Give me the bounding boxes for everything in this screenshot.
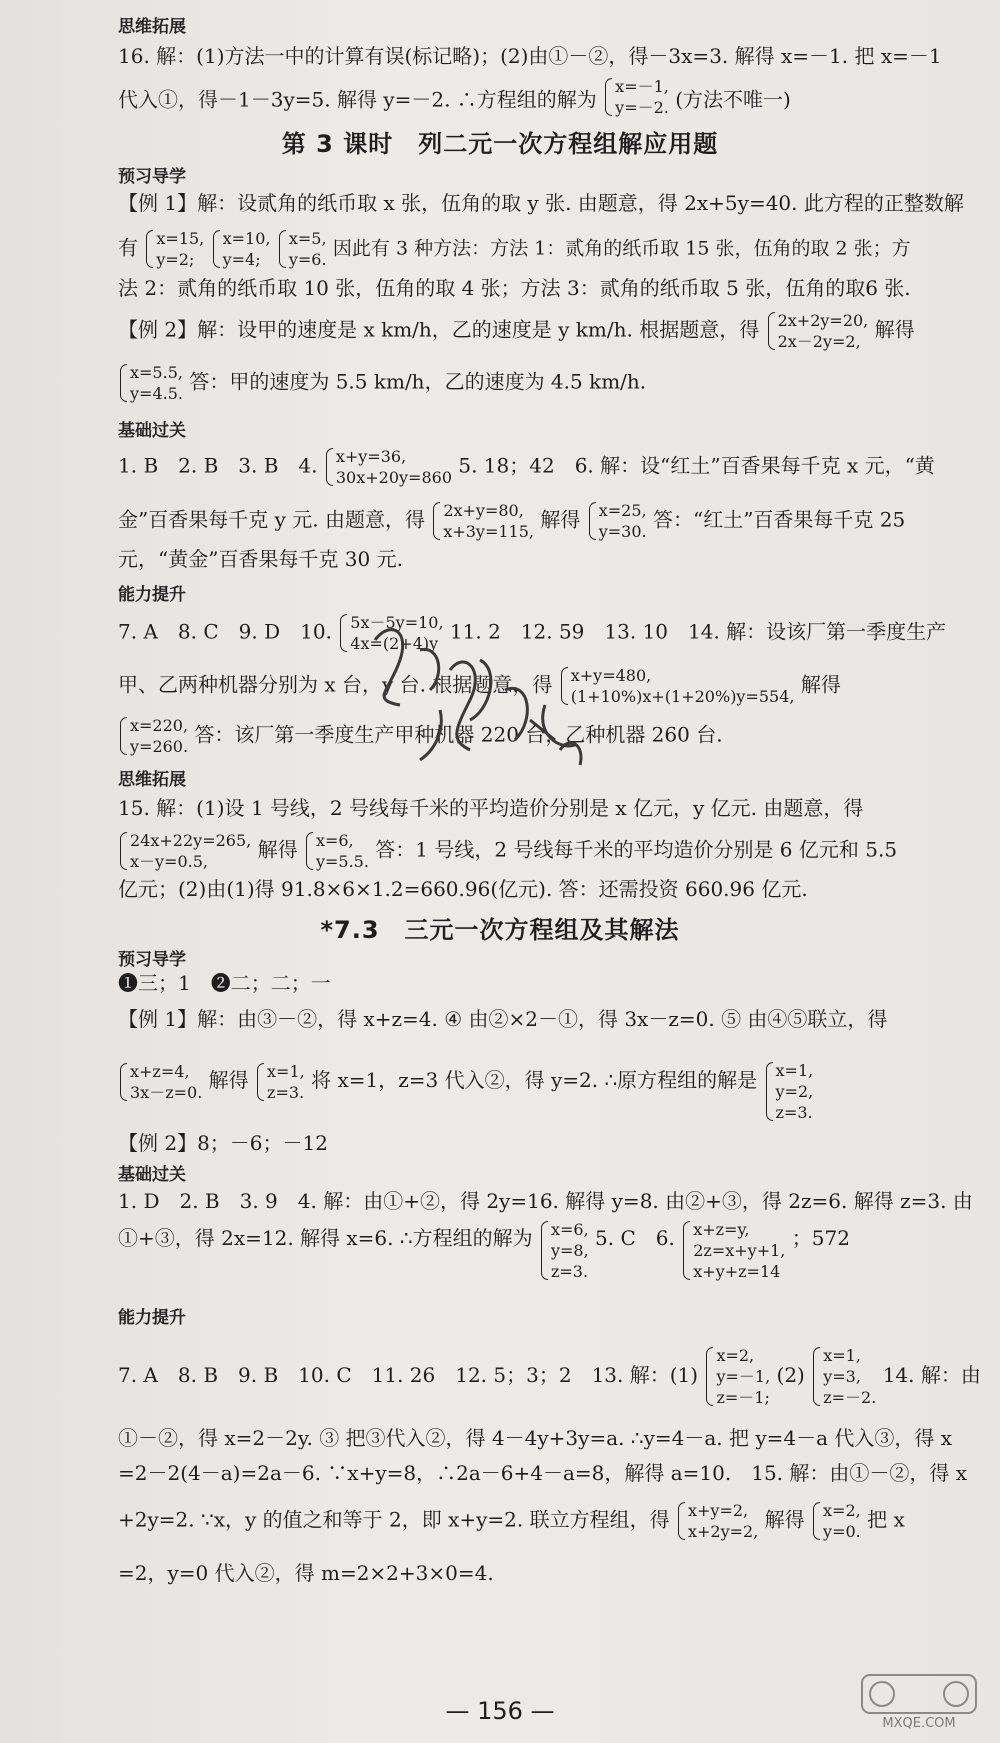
equation-brace: x+y=2, x+2y=2, — [676, 1500, 758, 1542]
page-number: — 156 — — [445, 1697, 555, 1725]
example-1-line3: 法 2：贰角的纸币取 10 张，伍角的取 4 张；方法 3：贰角的纸币取 5 张，伍角的取6 张. — [118, 276, 911, 300]
example-2: 【例 2】8；－6；－12 — [118, 1131, 328, 1155]
section-heading: 能力提升 — [118, 585, 186, 605]
example-1-line2: x+z=4, 3x－z=0. 解得 x=1, z=3. 将 x=1，z=3 代入②，得 y=2. ∴原方程组的解是 x=1, y=2, z=3. — [118, 1050, 908, 1113]
extension-line3: 亿元；(2)由(1)得 91.8×6×1.2=660.96(亿元). 答：还需投资 660.96 亿元. — [118, 877, 808, 901]
section-heading: 思维拓展 — [118, 17, 186, 37]
solution-brace: x=6, y=8, z=3. — [539, 1219, 589, 1282]
ability-line2: 甲、乙两种机器分别为 x 台，y 台. 根据题意，得 x+y=480, (1+10%)x+(1+20%)y=554, 解得 — [118, 666, 841, 706]
solution-brace: x=1, y=3, z=－2. — [811, 1345, 876, 1408]
equation-brace: 2x+2y=20, 2x－2y=2, — [766, 310, 869, 352]
solution-brace: x=25, y=30. — [587, 500, 647, 542]
solution-brace: x=5, y=6. — [277, 228, 327, 270]
example-2-line1: 【例 2】解：设甲的速度是 x km/h，乙的速度是 y km/h. 根据题意，得 2x+2y=20, 2x－2y=2, 解得 — [118, 311, 915, 351]
equation-brace: x+y=36, 30x+20y=860 — [324, 446, 452, 488]
extension-line1: 15. 解：(1)设 1 号线，2 号线每千米的平均造价分别是 x 亿元，y 亿元. 由题意，得 — [118, 796, 864, 820]
example-1-line2: 有 x=15, y=2; x=10, y=4; x=5, y=6. 因此有 3 种方法：方法 1：贰角的纸币取 15 张，伍角的取 2 张；方 — [118, 229, 911, 269]
equation-brace: x+z=4, 3x－z=0. — [118, 1061, 202, 1103]
section-heading: 预习导学 — [118, 167, 186, 187]
ability-line4: +2y=2. ∵x，y 的值之和等于 2，即 x+y=2. 联立方程组，得 x+y=2, x+2y=2, 解得 x=2, y=0. 把 x — [118, 1501, 905, 1541]
equation-brace: 2x+y=80, x+3y=115, — [431, 500, 534, 542]
watermark-logo — [860, 1673, 978, 1731]
solution-brace: x=5.5, y=4.5. — [118, 362, 183, 404]
ability-line3: x=220, y=260. 答：该厂第一季度生产甲种机器 220 台，乙种机器 260 台. — [118, 715, 908, 757]
equation-brace: 24x+22y=265, x－y=0.5, — [118, 830, 251, 872]
example-2-line2: x=5.5, y=4.5. 答：甲的速度为 5.5 km/h，乙的速度为 4.5 km/h. — [118, 362, 908, 404]
ability-line2: ①－②，得 x=2－2y. ③ 把③代入②，得 4－4y+3y=a. ∴y=4－a. 把 y=4－a 代入③，得 x — [118, 1426, 953, 1450]
basic-line3: 元，“黄金”百香果每千克 30 元. — [118, 547, 403, 571]
ability-line1: 7. A 8. C 9. D 10. 5x－5y=10, 4x=(2+4)y 11. 2 12. 59 13. 10 14. 解：设该厂第一季度生产 — [118, 613, 947, 653]
answer-16-line2: 代入①，得－1－3y=5. 解得 y=－2. ∴方程组的解为 x=－1, y=－2. (方法不唯一) — [118, 77, 791, 117]
section-7-3-title: *7.3 三元一次方程组及其解法 — [320, 916, 680, 944]
basic-line1: 1. B 2. B 3. B 4. x+y=36, 30x+20y=860 5. 18；42 6. 解：设“红土”百香果每千克 x 元，“黄 — [118, 447, 935, 487]
section-heading: 基础过关 — [118, 1165, 186, 1185]
answer-16-line1: 16. 解：(1)方法一中的计算有误(标记略)；(2)由①－②，得－3x=3. 解得 x=－1. 把 x=－1 — [118, 44, 942, 68]
ability-line1: 7. A 8. B 9. B 10. C 11. 26 12. 5；3；2 13. 解：(1) x=2, y=－1, z=－1; (2) x=1, y=3, z=－2. 14. 解：由 — [118, 1346, 981, 1407]
preview-fill-answers: ❶三；1 ❷二；二；一 — [118, 971, 331, 995]
ability-line3: =2－2(4－a)=2a－6. ∵x+y=8，∴2a－6+4－a=8，解得 a=10. 15. 解：由①－②，得 x — [118, 1461, 968, 1485]
section-heading: 基础过关 — [118, 421, 186, 441]
ability-line5: =2，y=0 代入②，得 m=2×2+3×0=4. — [118, 1561, 494, 1585]
watermark-text: MXQE.COM — [882, 1716, 956, 1731]
solution-brace: x=2, y=－1, z=－1; — [704, 1345, 770, 1408]
section-heading: 预习导学 — [118, 950, 186, 970]
basic-line1: 1. D 2. B 3. 9 4. 解：由①+②，得 2y=16. 解得 y=8. 由②+③，得 2z=6. 解得 z=3. 由 — [118, 1189, 973, 1213]
example-1-line1: 【例 1】解：设贰角的纸币取 x 张，伍角的取 y 张. 由题意，得 2x+5y=40. 此方程的正整数解 — [118, 191, 964, 215]
solution-brace: x=10, y=4; — [211, 228, 271, 270]
section-heading: 思维拓展 — [118, 770, 186, 790]
equation-brace: x+z=y, 2z=x+y+1, x+y+z=14 — [681, 1219, 785, 1282]
solution-brace: x=－1, y=－2. — [603, 76, 669, 118]
solution-brace: x=1, z=3. — [255, 1061, 305, 1103]
lesson-title: 第 3 课时 列二元一次方程组解应用题 — [281, 130, 719, 158]
equation-brace: x+y=480, (1+10%)x+(1+20%)y=554, — [559, 665, 795, 707]
solution-brace: x=1, y=2, z=3. — [764, 1060, 814, 1123]
solution-brace: x=15, y=2; — [144, 228, 204, 270]
solution-brace: x=6, y=5.5. — [304, 830, 369, 872]
extension-line2: 24x+22y=265, x－y=0.5, 解得 x=6, y=5.5. 答：1 号线，2 号线每千米的平均造价分别是 6 亿元和 5.5 — [118, 830, 908, 872]
basic-line2: ①+③，得 2x=12. 解得 x=6. ∴方程组的解为 x=6, y=8, z=3. 5. C 6. x+z=y, 2z=x+y+1, x+y+z=14 ；572 — [118, 1220, 850, 1281]
example-1-line1: 【例 1】解：由③－②，得 x+z=4. ④ 由②×2－①，得 3x－z=0. ⑤ 由④⑤联立，得 — [118, 1007, 888, 1031]
handwriting-scribble — [330, 610, 630, 780]
basic-line2: 金”百香果每千克 y 元. 由题意，得 2x+y=80, x+3y=115, 解得 x=25, y=30. 答：“红土”百香果每千克 25 — [118, 501, 906, 541]
section-heading: 能力提升 — [118, 1308, 186, 1328]
solution-brace: x=220, y=260. — [118, 715, 188, 757]
solution-brace: x=2, y=0. — [811, 1500, 861, 1542]
equation-brace: 5x－5y=10, 4x=(2+4)y — [338, 612, 443, 654]
